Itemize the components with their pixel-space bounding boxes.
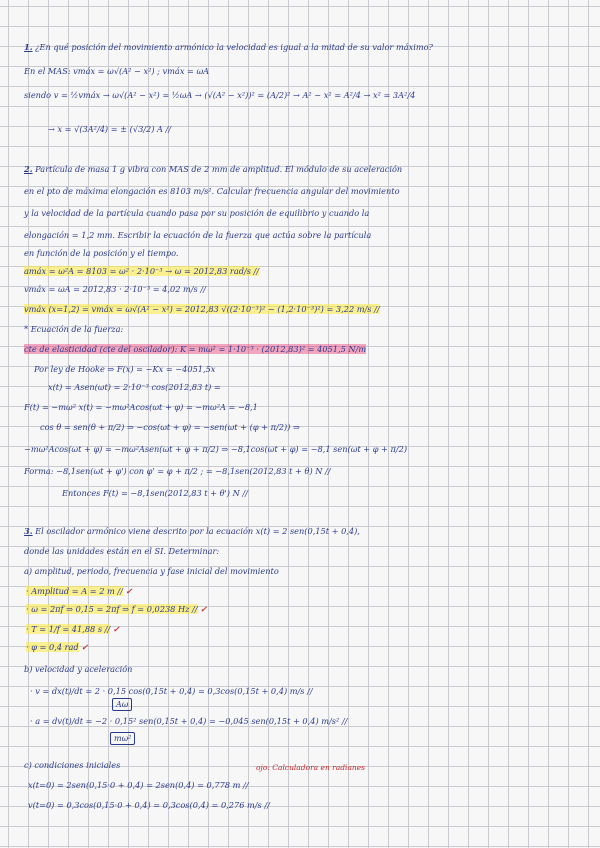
checkmark-icon: ✓: [125, 586, 133, 596]
section-2-line-16: Entonces F(t) = −8,1sen(2012,83 t + θ') N //: [62, 488, 248, 498]
calculator-note: ojo: Calculadora en radianes: [256, 763, 366, 772]
section-2-number: 2.: [24, 164, 33, 174]
section-2-line-4: en función de la posición y el tiempo.: [24, 248, 179, 258]
section-3-line-11: x(t=0) = 2sen(0,15·0 + 0,4) = 2sen(0,4) = 0,778 m //: [28, 780, 249, 790]
section-3-line-2: a) amplitud, periodo, frecuencia y fase inicial del movimiento: [24, 566, 279, 576]
section-1-line-3: → x = √(3A²/4) = ± (√3/2) A //: [48, 124, 172, 134]
box-aw: Aω: [112, 698, 132, 711]
section-3-line-10: c) condiciones iniciales: [24, 760, 121, 770]
section-1-question: [24, 42, 433, 53]
section-2-line-11: x(t) = Asen(ωt) = 2·10⁻³ cos(2012,83 t) =: [48, 382, 221, 392]
checkmark-icon: ✓: [81, 642, 89, 652]
section-3-line-12: v(t=0) = 0,3cos(0,15·0 + 0,4) = 0,3cos(0,4) = 0,276 m/s //: [28, 800, 270, 810]
section-2-line-13: cos θ = sen(θ + π/2) ⇒ −cos(ωt + φ) = −sen(ωt + (φ + π/2)) ⇒: [40, 422, 300, 432]
box-mw2: mω²: [110, 732, 135, 745]
section-3-line-3: · Amplitud = A = 2 m // ✓: [26, 586, 133, 596]
section-1-number: 1.: [24, 42, 33, 52]
section-2-line-9: cte de elasticidad (cte del oscilador): K = mω² = 1·10⁻³ · (2012,83)² = 4051,5 N/m: [24, 344, 367, 354]
section-2-line-14: −mω²Acos(ωt + φ) = −mω²Asen(ωt + φ + π/2) ⇒ −8,1cos(ωt + φ) = −8,1 sen(ωt + φ + π/2): [24, 444, 408, 454]
section-2-line-0: Partícula de masa 1 g vibra con MAS de 2 mm de amplitud. El módulo de su aceleración: [35, 164, 403, 174]
section-2-line-3: elongación = 1,2 mm. Escribir la ecuación de la fuerza que actúa sobre la partícula: [24, 230, 372, 240]
section-2-line-8: * Ecuación de la fuerza:: [24, 324, 124, 334]
section-2-line-7: vmáx (x=1,2) = vmáx = ω√(A² − x²) = 2012,83 √((2·10⁻³)² − (1,2·10⁻³)²) = 3,22 m/s //: [24, 304, 380, 314]
section-3-line-6: · φ = 0,4 rad ✓: [26, 642, 89, 652]
section-2-statement: [24, 164, 402, 175]
section-2-line-12: F(t) = −mω² x(t) = −mω²Acos(ωt + φ) = −mω²A = −8,1: [24, 402, 258, 412]
section-1-line-1: En el MAS: vmáx = ω√(A² − x²) ; vmáx = ωA: [24, 66, 210, 76]
section-3-statement: [24, 526, 360, 537]
section-3-line-4: · ω = 2πf ⇒ 0,15 = 2πf ⇒ f = 0,0238 Hz // ✓: [26, 604, 208, 614]
checkmark-icon: ✓: [112, 624, 120, 634]
section-3-number: 3.: [24, 526, 33, 536]
section-3-line-7: b) velocidad y aceleración: [24, 664, 133, 674]
checkmark-icon: ✓: [200, 604, 208, 614]
section-1-line-2: siendo v = ½vmáx → ω√(A² − x²) = ½ωA → (√(A² − x²))² = (A/2)² → A² − x² = A²/4 → x² = 3A²/4: [24, 90, 416, 100]
section-3-line-8: · v = dx(t)/dt = 2 · 0,15 cos(0,15t + 0,4) = 0,3cos(0,15t + 0,4) m/s //: [30, 686, 313, 696]
section-3-line-0: El oscilador armónico viene descrito por la ecuación x(t) = 2 sen(0,15t + 0,4),: [35, 526, 360, 536]
section-2-line-2: y la velocidad de la partícula cuando pasa por su posición de equilibrio y cuando la: [24, 208, 370, 218]
section-3-line-1: donde las unidades están en el SI. Determinar:: [24, 546, 220, 556]
section-3-line-5: · T = 1/f = 41,88 s // ✓: [26, 624, 120, 634]
section-2-line-5: amáx = ω²A = 8103 = ω² · 2·10⁻³ → ω = 2012,83 rad/s //: [24, 266, 260, 276]
section-1-line-0: ¿En qué posición del movimiento armónico la velocidad es igual a la mitad de su valor máximo?: [35, 42, 433, 52]
section-2-line-6: vmáx = ωA = 2012,83 · 2·10⁻³ = 4,02 m/s //: [24, 284, 206, 294]
section-3-line-9: · a = dv(t)/dt = −2 · 0,15² sen(0,15t + 0,4) = −0,045 sen(0,15t + 0,4) m/s² //: [30, 716, 348, 726]
section-2-line-10: Por ley de Hooke ⇒ F(x) = −Kx = −4051,5x: [34, 364, 216, 374]
section-2-line-1: en el pto de máxima elongación es 8103 m/s². Calcular frecuencia angular del movimiento: [24, 186, 400, 196]
section-2-line-15: Forma: −8,1sen(ωt + φ') con φ' = φ + π/2 ; = −8,1sen(2012,83 t + θ) N //: [24, 466, 331, 476]
